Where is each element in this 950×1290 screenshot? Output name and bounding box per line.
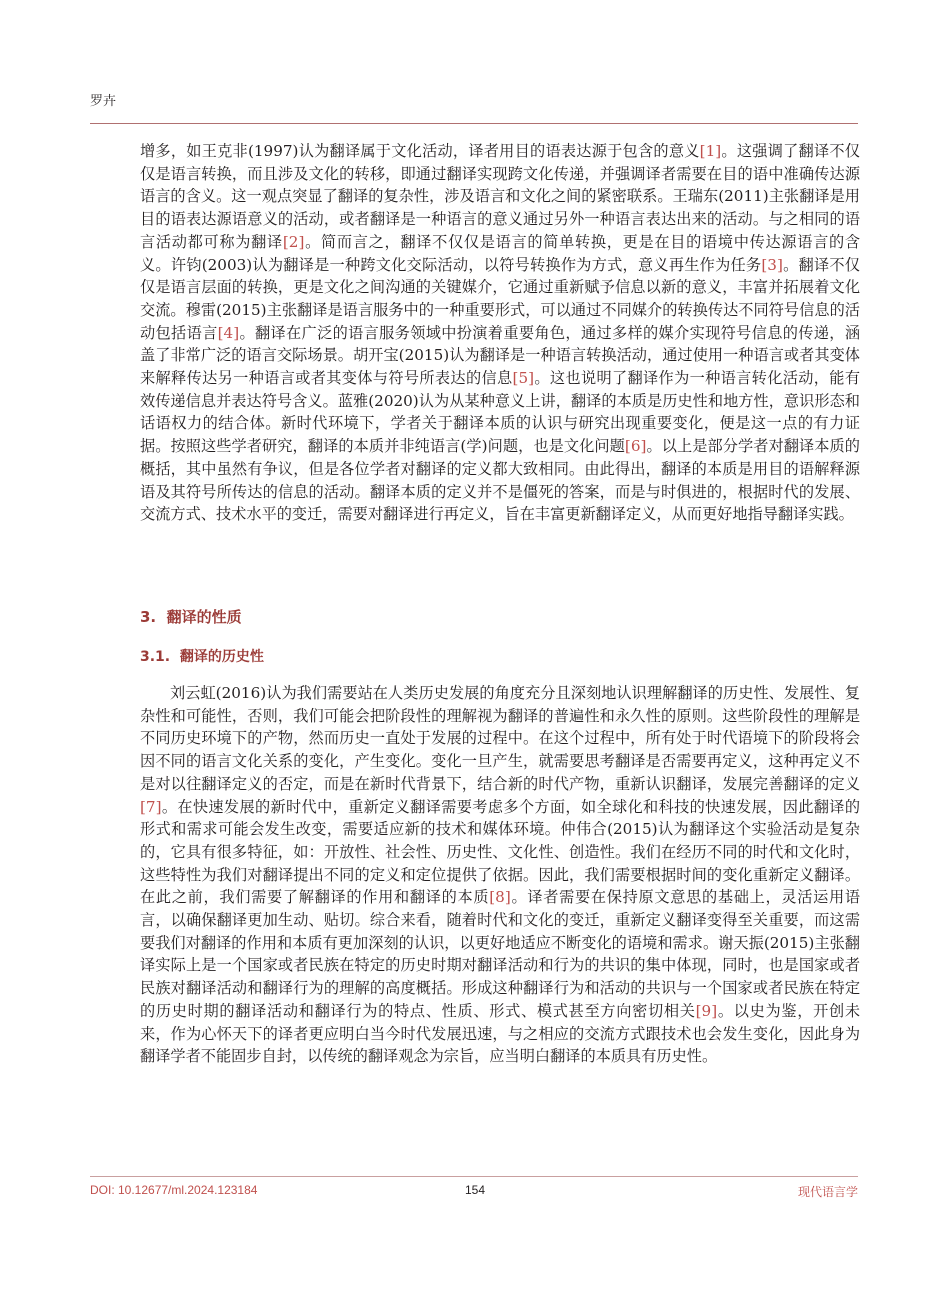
section-number: 3. [140, 608, 157, 626]
running-header-author: 罗卉 [90, 94, 117, 109]
subsection-heading-3-1 [140, 646, 264, 666]
paragraph-text: 增多，如王克非(1997)认为翻译属于文化活动，译者用目的语表达源于包含的意义 [140, 142, 700, 160]
subsection-number: 3.1. [140, 649, 171, 665]
paragraph-text: 。以上是部分学者对翻译本质的概括，其中虽然有争议，但是各位学者对翻译的定义都大致相同。由此得出，翻译的本质是用目的语解释源语及其符号所传达的信息的活动。翻译本质的定义并不是僵死的答案，而是与时俱进的，根据时代的发展、交流方式、技术水平的变迁，需要对翻译进行再定义，旨在丰富更新翻译定义，从而更好地指导翻译实践。 [140, 437, 860, 524]
footer-journal-name[interactable]: 现代语言学 [797, 1185, 858, 1199]
citation-link-1[interactable]: [1] [699, 142, 722, 160]
citation-link-6[interactable]: [6] [624, 437, 647, 456]
citation-link-3[interactable]: [3] [761, 255, 783, 274]
section-title: 翻译的性质 [166, 608, 242, 626]
footer-divider [90, 1176, 858, 1177]
citation-link-7[interactable]: [7] [140, 797, 162, 816]
paragraph-text: 刘云虹(2016)认为我们需要站在人类历史发展的角度充分且深刻地认识理解翻译的历史性、发展性、复杂性和可能性，否则，我们可能会把阶段性的理解视为翻译的普遍性和永久性的原则。这些阶段性的理解是不同历史环境下的产物，然而历史一直处于发展的过程中。在这个过程中，所有处于时代语境下的阶段将会因不同的语言文化关系的变化，产生变化。变化一旦产生，就需要思考翻译是否需要再定义，这种再定义不是对以往翻译定义的否定，而是在新时代背景下，结合新的时代产物，重新认识翻译，发展完善翻译的定义 [140, 684, 860, 793]
body-paragraph-1 [140, 140, 860, 526]
paragraph-text: 。这强调了翻译不仅仅是语言转换，而且涉及文化的转移，即通过翻译实现跨文化传递，并强调译者需要在目的语中准确传达源语言的含义。这一观点突显了翻译的复杂性，涉及语言和文化之间的紧密联系。王瑞东(2011)主张翻译是用目的语表达源语意义的活动，或者翻译是一种语言的意义通过另外一种语言表达出来的活动。与之相同的语言活动都可称为翻译 [140, 142, 860, 251]
paragraph-text: 。以史为鉴，开创未来，作为心怀天下的译者更应明白当今时代发展迅速，与之相应的交流方式跟技术也会发生变化，因此身为翻译学者不能固步自封，以传统的翻译观念为宗旨，应当明白翻译的本质具有历史性。 [140, 1001, 861, 1066]
paragraph-text: 。这也说明了翻译作为一种语言转化活动，能有效传递信息并表达符号含义。蓝雅(2020)认为从某种意义上讲，翻译的本质是历史性和地方性，意识形态和话语权力的结合体。新时代环境下，学者关于翻译本质的认识与研究出现重要变化，便是这一点的有力证据。按照这些学者研究，翻译的本质并非纯语言(学)问题，也是文化问题 [140, 369, 861, 456]
header-divider [90, 123, 858, 124]
paragraph-text: 。译者需要在保持原文意思的基础上，灵活运用语言，以确保翻译更加生动、贴切。综合来看，随着时代和文化的变迁，重新定义翻译变得至关重要，而这需要我们对翻译的作用和本质有更加深刻的认识，以更好地适应不断变化的语境和需求。谢天振(2015)主张翻译实际上是一个国家或者民族在特定的历史时期对翻译活动和行为的共识的集中体现，同时，也是国家或者民族对翻译活动和翻译行为的理解的高度概括。形成这种翻译行为和活动的共识与一个国家或者民族在特定的历史时期的翻译活动和翻译行为的特点、性质、形式、模式甚至方向密切相关 [140, 888, 861, 1020]
paragraph-text: 。翻译不仅仅是语言层面的转换，更是文化之间沟通的关键媒介，它通过重新赋予信息以新的意义，丰富并拓展着文化交流。穆雷(2015)主张翻译是语言服务中的一种重要形式，可以通过不同媒介的转换传达不同符号信息的活动包括语言 [140, 255, 860, 342]
footer-page-number: 154 [464, 1183, 486, 1197]
paragraph-text: 。简而言之，翻译不仅仅是语言的简单转换，更是在目的语境中传达源语言的含义。许钧(2003)认为翻译是一种跨文化交际活动，以符号转换作为方式，意义再生作为任务 [140, 232, 861, 274]
citation-link-9[interactable]: [9] [695, 1001, 718, 1020]
citation-link-4[interactable]: [4] [217, 323, 240, 342]
subsection-title: 翻译的历史性 [179, 649, 264, 665]
body-paragraph-2 [140, 682, 860, 1068]
paragraph-text: 。在快速发展的新时代中，重新定义翻译需要考虑多个方面，如全球化和科技的快速发展，因此翻译的形式和需求可能会发生改变，需要适应新的技术和媒体环境。仲伟合(2015)认为翻译这个实验活动是复杂的，它具有很多特征，如：开放性、社会性、历史性、文化性、创造性。我们在经历不同的时代和文化时，这些特性为我们对翻译提出不同的定义和定位提供了依据。因此，我们需要根据时间的变化重新定义翻译。在此之前，我们需要了解翻译的作用和翻译的本质 [140, 797, 860, 907]
citation-link-2[interactable]: [2] [282, 232, 305, 251]
section-heading-3 [140, 606, 242, 627]
paragraph-text: 。翻译在广泛的语言服务领域中扮演着重要角色，通过多样的媒介实现符号信息的传递，涵盖了非常广泛的语言交际场景。胡开宝(2015)认为翻译是一种语言转换活动，通过使用一种语言或者其变体来解释传达另一种语言或者其变体与符号所表达的信息 [140, 323, 861, 388]
citation-link-8[interactable]: [8] [489, 888, 511, 907]
citation-link-5[interactable]: [5] [512, 369, 535, 388]
footer-doi-link[interactable]: DOI: 10.12677/ml.2024.123184 [90, 1183, 258, 1197]
